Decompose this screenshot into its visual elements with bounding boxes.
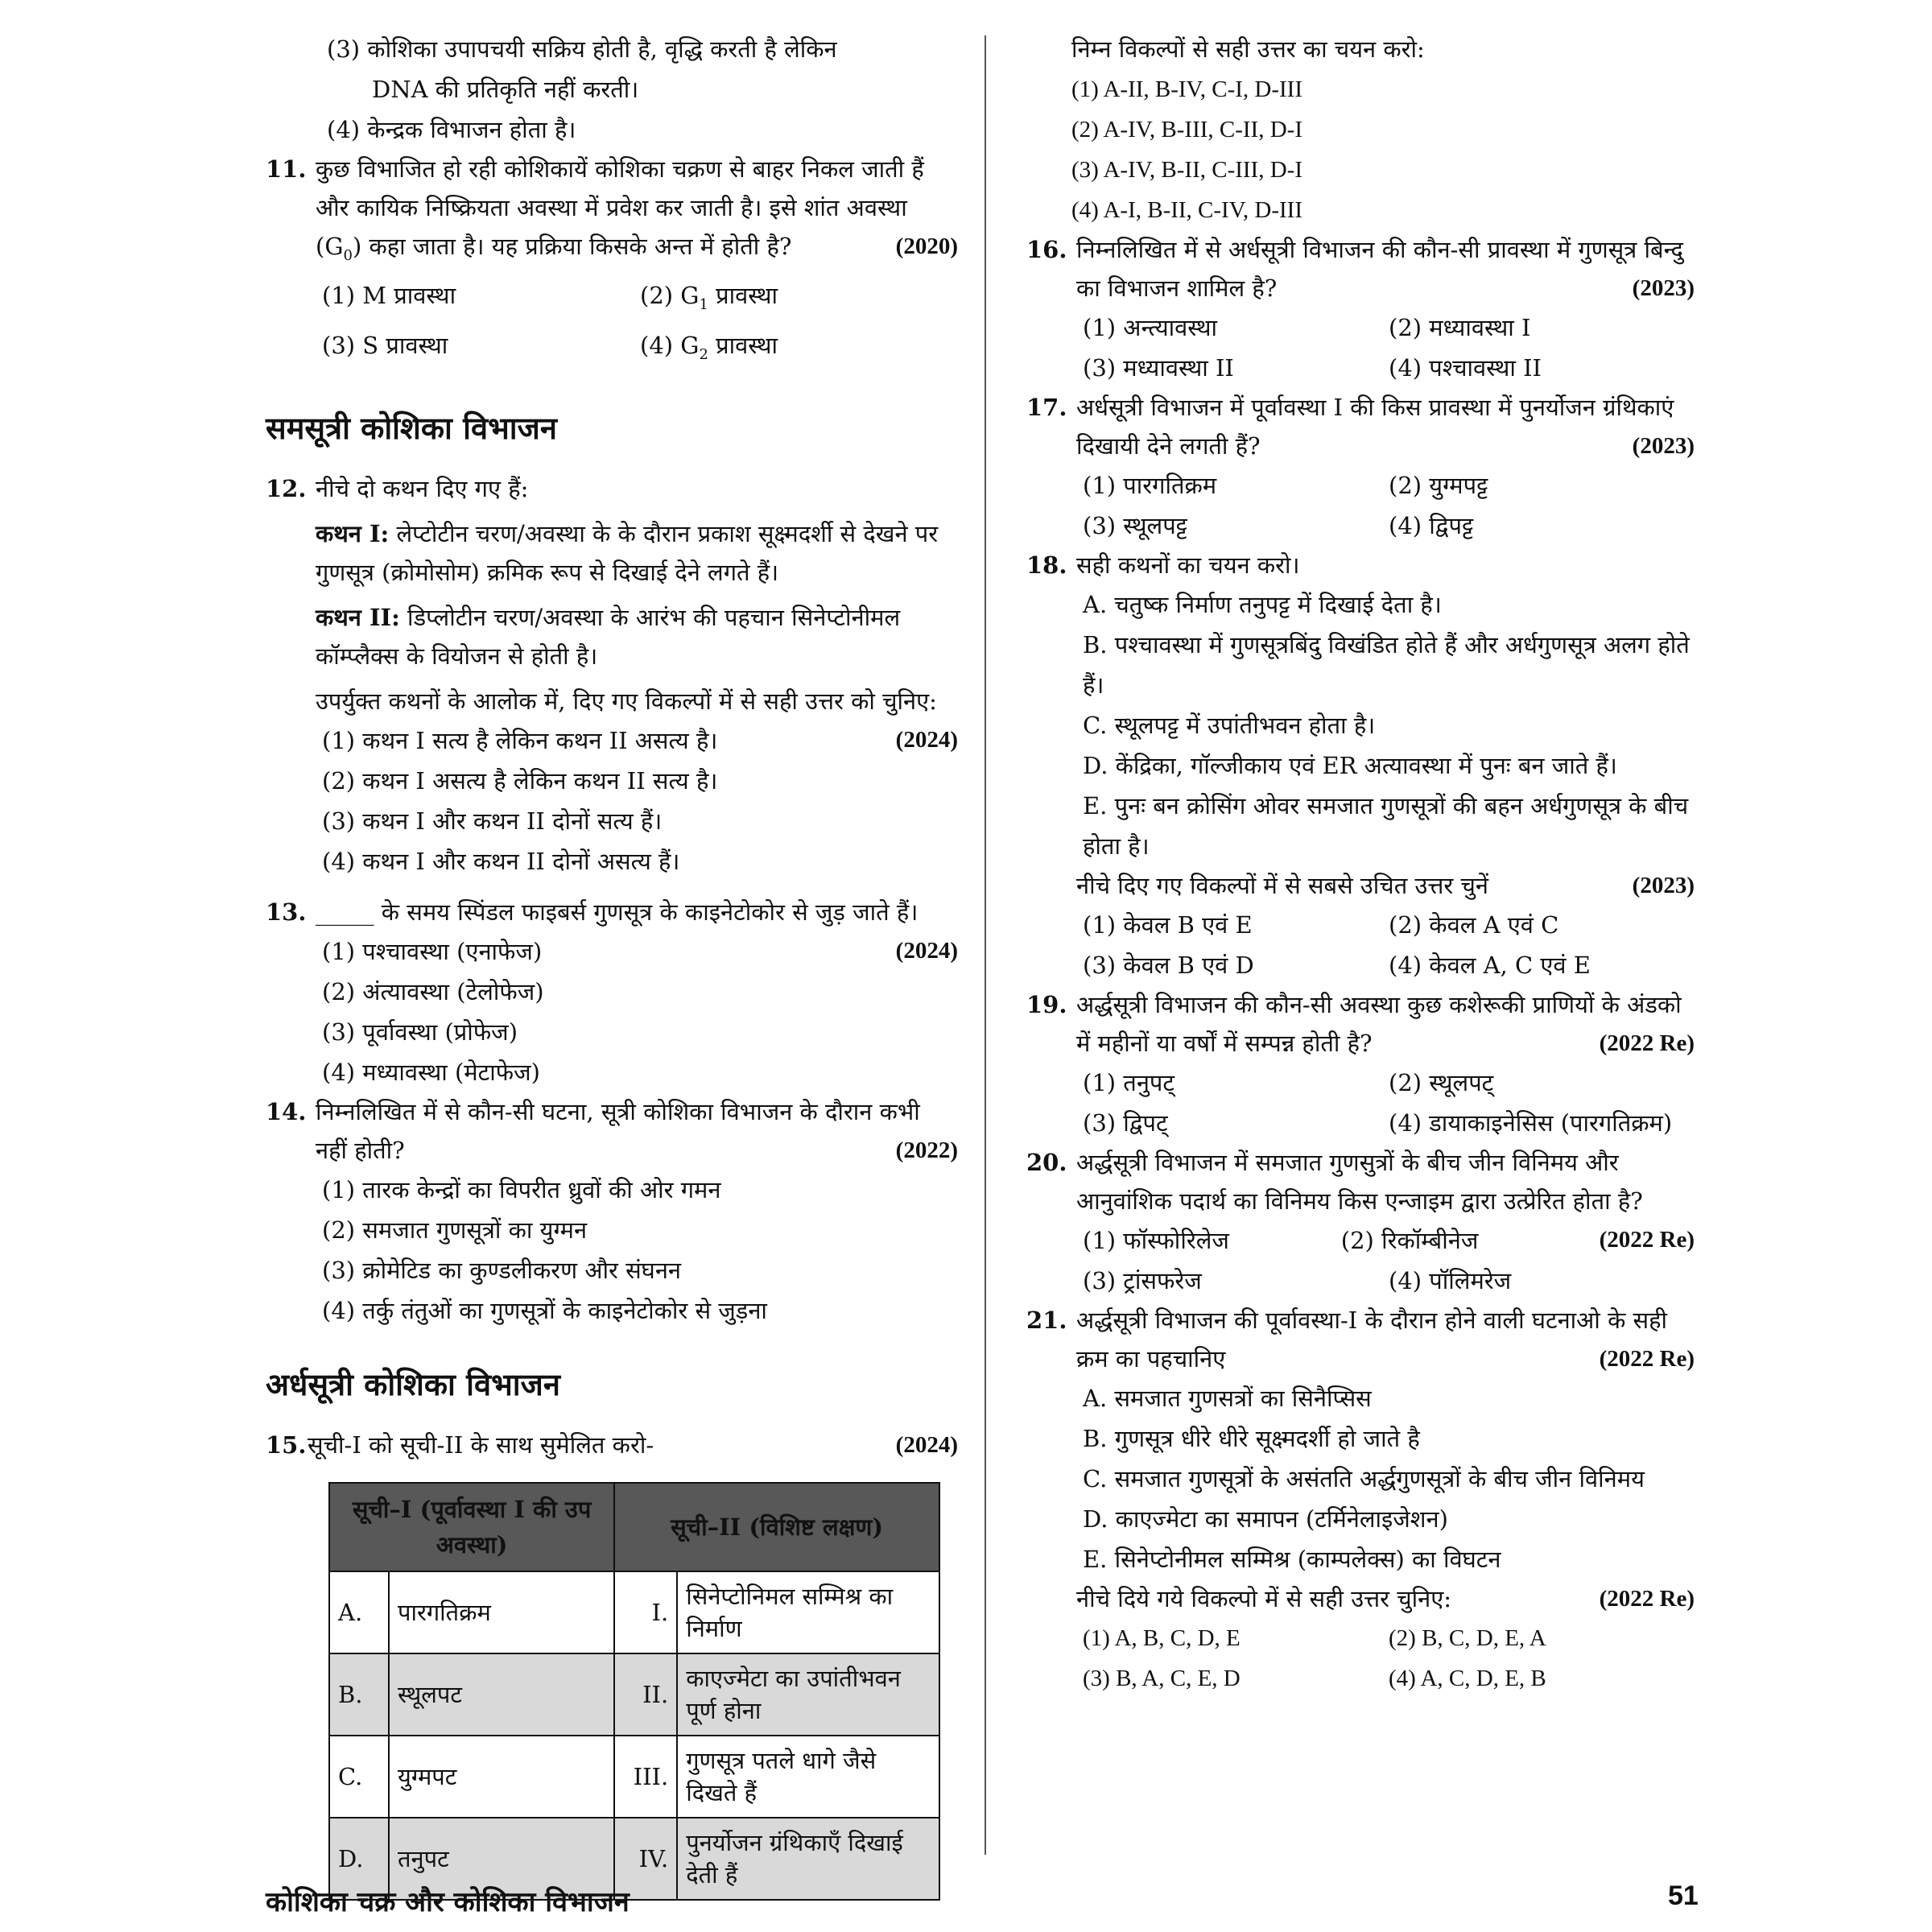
question-number: 12. (266, 475, 307, 503)
question-text-part: निम्नलिखित में से कौन-सी घटना, सूत्री कोशिका विभाजन के दौरान कभी नहीं होती? (316, 1098, 920, 1165)
option-1: (1) अन्त्यावस्था (1083, 314, 1218, 341)
table-row (329, 1653, 939, 1736)
subscript: 0 (343, 246, 353, 264)
year-tag: (2023) (1632, 873, 1695, 898)
question-text (316, 150, 958, 275)
option-1: (1) कथन I सत्य है लेकिन कथन II असत्य है। (322, 727, 718, 755)
year-tag: (2022 Re) (1599, 1227, 1695, 1253)
right-column (1026, 29, 1695, 1699)
statement-d: D. काएज्मेटा का समापन (टर्मिनेलाइजेशन) (1083, 1505, 1448, 1533)
option-3: (3) कथन I और कथन II दोनों सत्य हैं। (322, 807, 663, 836)
question-11 (266, 150, 958, 374)
year-tag: (2022 Re) (1599, 1346, 1695, 1372)
year-tag: (2024) (895, 938, 958, 964)
year-tag: (2020) (895, 233, 958, 259)
column-header-list-2: सूची–II (विशिष्ट लक्षण) (614, 1483, 939, 1571)
question-text: सही कथनों का चयन करो। (1076, 551, 1300, 579)
row-description: काएज्मेटा का उपांतीभवन पूर्ण होना (677, 1653, 939, 1736)
question-number: 15. (266, 1431, 307, 1459)
question-text (316, 1092, 958, 1170)
option-1: (1) A, B, C, D, E (1083, 1625, 1241, 1651)
statement-2 (316, 598, 958, 675)
option-3: (3) क्रोमेटिड का कुण्डलीकरण और संघनन (322, 1257, 682, 1285)
row-roman: IV. (614, 1818, 677, 1900)
option-3: (3) S प्रावस्था (322, 331, 448, 359)
question-18 (1026, 546, 1695, 985)
option-1: (1) पश्चावस्था (एनाफेज) (322, 938, 543, 966)
question-21 (1026, 1301, 1695, 1699)
row-letter: B. (329, 1653, 389, 1736)
statement-b: B. गुणसूत्र धीरे धीरे सूक्ष्मदर्शी हो जाते है (1083, 1425, 1420, 1452)
statement-label: कथन II: (316, 604, 400, 632)
option-1: (1) तनुपट् (1083, 1069, 1175, 1096)
option-2: (2) केवल A एवं C (1389, 911, 1559, 939)
instruction (1076, 1579, 1695, 1618)
question-10-tail (266, 29, 958, 150)
options-row (1076, 348, 1695, 388)
question-text-part: अर्धसूत्री विभाजन में पूर्वावस्था I की किस प्रावस्था में पुनर्योजन ग्रंथिकाएं दिखायी देने लगती हैं? (1076, 394, 1674, 460)
option-2: (2) समजात गुणसूत्रों का युग्मन (322, 1216, 588, 1245)
question-number: 11. (266, 155, 307, 183)
question-text-part: अर्द्धसूत्री विभाजन में समजात गुणसुत्रों के बीच जीन विनिमय और आनुवांशिक पदार्थ का विनिमय किस एन्जाइम द्वारा उत्प्रेरित होता है? (1076, 1149, 1643, 1215)
match-table (328, 1482, 940, 1901)
row-roman: II. (614, 1653, 677, 1736)
option-3: (3) केवल B एवं D (1083, 952, 1254, 979)
option-text: (3) कोशिका उपापचयी सक्रिय होती है, वृद्धि करती है लेकिन (327, 35, 837, 63)
question-text-part: निम्नलिखित में से अर्धसूत्री विभाजन की कौन-सी प्रावस्था में गुणसूत्र बिन्दु का विभाजन शामिल है? (1076, 236, 1683, 302)
option-1: (1) पारगतिक्रम (1083, 472, 1217, 499)
question-text (1076, 388, 1695, 465)
option-3: (3) B, A, C, E, D (1083, 1666, 1241, 1691)
options-row (1076, 945, 1695, 985)
year-tag: (2022) (895, 1137, 958, 1164)
row-letter: A. (329, 1571, 389, 1653)
question-14 (266, 1092, 958, 1331)
option-4: (4) द्विपट्ट (1389, 512, 1474, 539)
question-number: 14. (266, 1098, 307, 1126)
question-19 (1026, 985, 1695, 1143)
question-number: 16. (1026, 236, 1067, 263)
option-2: (2) युग्मपट्ट (1389, 472, 1488, 499)
options-row (1076, 1063, 1695, 1103)
option-1: (1) केवल B एवं E (1083, 911, 1253, 939)
year-tag: (2023) (1632, 433, 1695, 459)
row-letter: C. (329, 1736, 389, 1818)
question-text (1076, 985, 1695, 1063)
question-number: 20. (1026, 1149, 1067, 1176)
year-tag: (2023) (1632, 275, 1695, 301)
question-text-part: अर्द्धसूत्री विभाजन की कौन-सी अवस्था कुछ कशेरूकी प्राणियों के अंडको में महीनों या वर्षों में सम्पन्न होती है? (1076, 991, 1682, 1057)
row-description: पुनर्योजन ग्रंथिकाएँ दिखाई देती हैं (677, 1818, 939, 1900)
option-3: (3) पूर्वावस्था (प्रोफेज) (322, 1018, 518, 1046)
statement-1 (316, 514, 958, 592)
statement-c: C. समजात गुणसूत्रों के असंतति अर्द्धगुणसूत्रों के बीच जीन विनिमय (1083, 1465, 1645, 1492)
option-2: (2) A-IV, B-III, C-II, D-I (1071, 117, 1302, 142)
option-3: (3) द्विपट् (1083, 1109, 1168, 1137)
question-number: 18. (1026, 551, 1067, 579)
question-text-part: ) कहा जाता है। यह प्रक्रिया किसके अन्त में होती है? (352, 233, 792, 260)
section-heading-mitosis: समसूत्री कोशिका विभाजन (266, 411, 557, 447)
statement-a: A. चतुष्क निर्माण तनुपट्ट में दिखाई देता है। (1083, 591, 1442, 618)
option-2: (2) रिकॉम्बीनेज (1340, 1227, 1479, 1254)
column-header-list-1: सूची–I (पूर्वावस्था I की उप अवस्था) (329, 1483, 614, 1571)
option-3: (3) मध्यावस्था II (1083, 354, 1234, 382)
option-4: (4) $G_2$ प्रावस्था (640, 331, 778, 363)
options-row (1076, 465, 1695, 506)
section-heading-meiosis: अर्धसूत्री कोशिका विभाजन (266, 1367, 560, 1403)
page-number: 51 (1668, 1880, 1699, 1911)
option-3 (316, 29, 958, 109)
options-row (316, 275, 958, 325)
options-row (316, 325, 958, 375)
option-4: (4) पश्चावस्था II (1389, 354, 1542, 382)
options-row (1076, 506, 1695, 546)
options-row (1076, 1220, 1600, 1261)
question-text (308, 1426, 958, 1464)
question-number: 19. (1026, 991, 1067, 1018)
option-2: (2) स्थूलपट् (1389, 1069, 1494, 1096)
table-row (329, 1571, 939, 1653)
option-2: (2) $G_1$ प्रावस्था (640, 281, 778, 313)
question-12 (266, 469, 958, 881)
option-4: (4) A-I, B-II, C-IV, D-III (1071, 197, 1302, 223)
option-2: (2) अंत्यावस्था (टेलोफेज) (322, 978, 544, 1006)
row-term: स्थूलपट (389, 1653, 614, 1736)
year-tag: (2024) (895, 727, 958, 753)
option-1: (1) तारक केन्द्रों का विपरीत ध्रुवों की ओर गमन (322, 1176, 721, 1204)
option-2: (2) कथन I असत्य है लेकिन कथन II सत्य है। (322, 767, 718, 795)
statement-c: C. स्थूलपट्ट में उपांतीभवन होता है। (1083, 712, 1376, 739)
instruction-text: नीचे दिए गए विकल्पों में से सबसे उचित उत्तर चुनें (1076, 872, 1488, 899)
option-4: (4) A, C, D, E, B (1389, 1666, 1546, 1691)
option-1: (1) A-II, B-IV, C-I, D-III (1071, 76, 1302, 102)
statement-d: D. केंद्रिका, गॉल्जीकाय एवं ER अत्यावस्था में पुनः बन जाते हैं। (1083, 752, 1617, 779)
statement-a: A. समजात गुणसत्रों का सिनैप्सिस (1083, 1385, 1372, 1412)
options-row (1076, 1658, 1695, 1699)
table-header-row (329, 1483, 939, 1571)
statement-text: लेप्टोटीन चरण/अवस्था के के दौरान प्रकाश सूक्ष्मदर्शी से देखने पर गुणसूत्र (क्रोमोसोम) क्रमिक रूप से दिखाई देने लगते हैं। (316, 520, 939, 587)
options-row (1076, 905, 1695, 945)
question-text-part: कुछ विभाजित हो रही कोशिकायें कोशिका चक्रण से बाहर निकल जाती हैं और कायिक निष्क्रियता अवस्था में प्रवेश कर जाती है। इसे शांत अवस्था (G (316, 155, 924, 260)
option-1: (1) M प्रावस्था (322, 281, 456, 309)
instruction-text: उपर्युक्त कथनों के आलोक में, दिए गए विकल्पों में से सही उत्तर को चुनिए: (316, 687, 937, 716)
question-text (1076, 1301, 1695, 1378)
option-3: (3) ट्रांसफरेज (1083, 1267, 1202, 1294)
option-3: (3) A-IV, B-II, C-III, D-I (1071, 157, 1302, 183)
options-row (1076, 308, 1695, 348)
question-number: 21. (1026, 1307, 1067, 1334)
question-text-part: अर्द्धसूत्री विभाजन की पूर्वावस्था-I के दौरान होने वाली घटनाओ के सही क्रम का पहचानिए (1076, 1307, 1668, 1373)
option-1: (1) फॉस्फोरिलेज (1083, 1227, 1229, 1254)
row-letter: D. (329, 1818, 389, 1900)
option-2: (2) मध्यावस्था I (1389, 314, 1531, 341)
option-2: (2) B, C, D, E, A (1389, 1625, 1546, 1651)
question-number: 13. (266, 898, 307, 927)
instruction-text: नीचे दिये गये विकल्पो में से सही उत्तर चुनिए: (1076, 1585, 1452, 1612)
option-4: (4) केवल A, C एवं E (1389, 952, 1591, 979)
options-row (1076, 1618, 1695, 1658)
table-row (329, 1736, 939, 1818)
option-4: (4) पॉलिमरेज (1389, 1267, 1512, 1294)
column-divider (985, 35, 986, 1855)
year-tag: (2022 Re) (1599, 1030, 1695, 1056)
question-13 (266, 893, 958, 1092)
footer-chapter-title: कोशिका चक्र और कोशिका विभाजन (266, 1886, 630, 1918)
statement-e: E. सिनेप्टोनीमल सम्मिश्र (काम्पलेक्स) का विघटन (1083, 1546, 1501, 1573)
row-term: युग्मपट (389, 1736, 614, 1818)
option-4: (4) मध्यावस्था (मेटाफेज) (322, 1059, 540, 1087)
row-roman: I. (614, 1571, 677, 1653)
row-term: तनुपट (389, 1818, 614, 1900)
option-4: (4) केन्द्रक विभाजन होता है। (327, 116, 576, 143)
question-text: नीचे दो कथन दिए गए हैं: (316, 475, 529, 503)
option-4: (4) तर्कु तंतुओं का गुणसूत्रों के काइनेटोकोर से जुड़ना (322, 1297, 767, 1325)
statement-e: E. पुनः बन क्रोसिंग ओवर समजात गुणसूत्रों की बहन अर्धगुणसूत्र के बीच होता है। (1083, 792, 1689, 860)
question-20 (1026, 1143, 1695, 1301)
statement-text: डिप्लोटीन चरण/अवस्था के आरंभ की पहचान सिनेप्टोनीमल कॉम्प्लैक्स के वियोजन से होती है। (316, 604, 901, 671)
question-16 (1026, 230, 1695, 388)
row-roman: III. (614, 1736, 677, 1818)
option-4: (4) डायाकाइनेसिस (पारगतिक्रम) (1389, 1109, 1673, 1137)
instruction: निम्न विकल्पों से सही उत्तर का चयन करो: (1071, 35, 1425, 63)
row-description: सिनेप्टोनिमल सम्मिश्र का निर्माण (677, 1571, 939, 1653)
row-description: गुणसूत्र पतले धागे जैसे दिखते हैं (677, 1736, 939, 1818)
question-text (1076, 230, 1695, 308)
option-text-continued: DNA की प्रतिकृति नहीं करती। (372, 76, 639, 103)
question-15 (266, 1426, 958, 1464)
year-tag: (2022 Re) (1599, 1586, 1695, 1612)
statement-b: B. पश्चावस्था में गुणसूत्रबिंदु विखंडित होते हैं और अर्धगुणसूत्र अलग होते हैं। (1083, 631, 1690, 699)
option-4: (4) कथन I और कथन II दोनों असत्य हैं। (322, 848, 680, 876)
question-15-tail (1026, 29, 1695, 230)
left-column (266, 29, 958, 1901)
question-number: 17. (1026, 394, 1067, 421)
options-row (1076, 1103, 1695, 1143)
row-term: पारगतिक्रम (389, 1571, 614, 1653)
option-3: (3) स्थूलपट्ट (1083, 512, 1187, 539)
question-text-part: सूची-I को सूची-II के साथ सुमेलित करो- (308, 1431, 654, 1459)
options-row (1076, 1261, 1695, 1301)
instruction (1076, 866, 1695, 905)
question-17 (1026, 388, 1695, 546)
statement-label: कथन I: (316, 520, 390, 548)
year-tag: (2024) (895, 1432, 958, 1459)
question-text-part: _____ के समय स्पिंडल फाइबर्स गुणसूत्र के काइनेटोकोर से जुड़ जाते हैं। (316, 898, 919, 927)
